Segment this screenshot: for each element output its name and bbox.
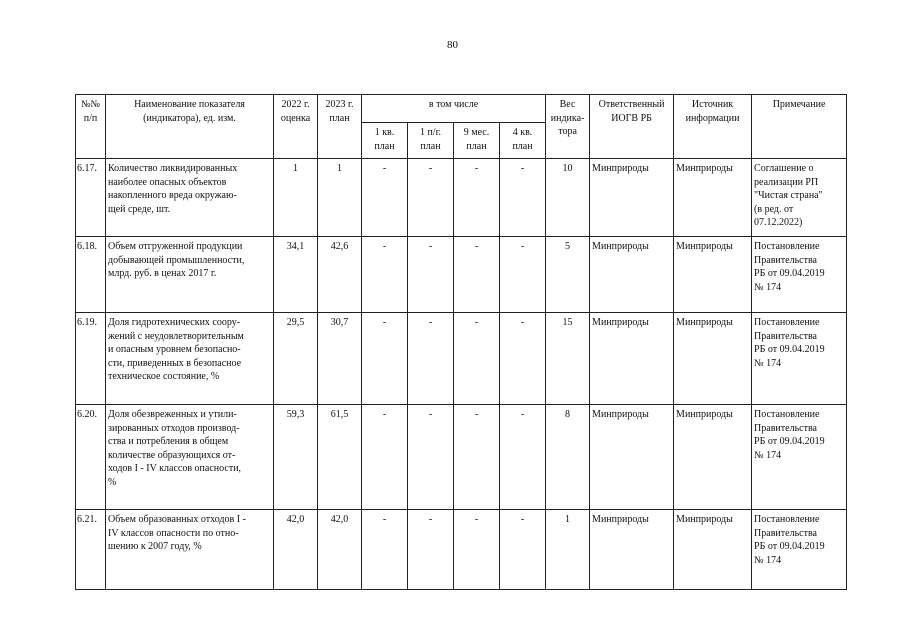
note: Постановление Правительства РБ от 09.04.2019 № 174 [752, 237, 847, 313]
info-source: Минприроды [674, 313, 752, 405]
col-header-h1: 1 п/г. план [408, 123, 454, 159]
responsible-body: Минприроды [590, 237, 674, 313]
col-header-2022: 2022 г. оценка [274, 95, 318, 159]
col-header-responsible: Ответственный ИОГВ РБ [590, 95, 674, 159]
col-header-name: Наименование показателя (индикатора), ед. изм. [106, 95, 274, 159]
value-9m: - [454, 159, 500, 237]
value-2023: 61,5 [318, 405, 362, 510]
indicator-name: Объем отгруженной продукции добывающей промышленности, млрд. руб. в ценах 2017 г. [106, 237, 274, 313]
table-row [76, 159, 847, 237]
responsible-body: Минприроды [590, 405, 674, 510]
col-header-num: №№ п/п [76, 95, 106, 159]
value-9m: - [454, 510, 500, 590]
value-q1: - [362, 510, 408, 590]
col-header-source: Источник информации [674, 95, 752, 159]
value-q4: - [500, 237, 546, 313]
value-2022: 29,5 [274, 313, 318, 405]
info-source: Минприроды [674, 237, 752, 313]
indicator-weight: 15 [546, 313, 590, 405]
col-header-q1: 1 кв. план [362, 123, 408, 159]
col-header-note: Примечание [752, 95, 847, 159]
indicator-name: Доля обезвреженных и утили- зированных отходов производ- ства и потребления в общем количестве образующихся от- ходов I - IV классов опасности, % [106, 405, 274, 510]
indicator-weight: 5 [546, 237, 590, 313]
table-row [76, 510, 847, 590]
value-2023: 30,7 [318, 313, 362, 405]
value-q4: - [500, 313, 546, 405]
table-row [76, 405, 847, 510]
value-h1: - [408, 159, 454, 237]
col-header-weight: Вес индика- тора [546, 95, 590, 159]
note: Постановление Правительства РБ от 09.04.2019 № 174 [752, 405, 847, 510]
value-h1: - [408, 510, 454, 590]
row-number: 6.19. [76, 313, 106, 405]
indicator-weight: 10 [546, 159, 590, 237]
table-row [76, 237, 847, 313]
note: Постановление Правительства РБ от 09.04.2019 № 174 [752, 510, 847, 590]
note: Соглашение о реализации РП "Чистая страна" (в ред. от 07.12.2022) [752, 159, 847, 237]
responsible-body: Минприроды [590, 313, 674, 405]
info-source: Минприроды [674, 405, 752, 510]
indicator-name: Объем образованных отходов I - IV классов опасности по отно- шению к 2007 году, % [106, 510, 274, 590]
value-q4: - [500, 405, 546, 510]
page-number: 80 [447, 39, 458, 51]
value-2022: 42,0 [274, 510, 318, 590]
value-2023: 42,0 [318, 510, 362, 590]
value-9m: - [454, 313, 500, 405]
value-q4: - [500, 510, 546, 590]
indicator-name: Доля гидротехнических соору- жений с неудовлетворительным и опасным уровнем безопасно- сти, приведенных в безопасное техническое состояние, % [106, 313, 274, 405]
responsible-body: Минприроды [590, 510, 674, 590]
info-source: Минприроды [674, 159, 752, 237]
value-h1: - [408, 405, 454, 510]
col-header-group: в том числе [362, 95, 546, 123]
value-q1: - [362, 313, 408, 405]
indicators-table [75, 94, 847, 590]
info-source: Минприроды [674, 510, 752, 590]
value-2022: 34,1 [274, 237, 318, 313]
responsible-body: Минприроды [590, 159, 674, 237]
row-number: 6.18. [76, 237, 106, 313]
value-q1: - [362, 405, 408, 510]
indicator-weight: 1 [546, 510, 590, 590]
value-2023: 1 [318, 159, 362, 237]
value-q1: - [362, 159, 408, 237]
table-row [76, 313, 847, 405]
value-h1: - [408, 313, 454, 405]
value-2022: 59,3 [274, 405, 318, 510]
value-q4: - [500, 159, 546, 237]
value-2022: 1 [274, 159, 318, 237]
note: Постановление Правительства РБ от 09.04.2019 № 174 [752, 313, 847, 405]
value-9m: - [454, 405, 500, 510]
col-header-2023: 2023 г. план [318, 95, 362, 159]
indicator-weight: 8 [546, 405, 590, 510]
row-number: 6.17. [76, 159, 106, 237]
col-header-9m: 9 мес. план [454, 123, 500, 159]
col-header-q4: 4 кв. план [500, 123, 546, 159]
row-number: 6.20. [76, 405, 106, 510]
value-q1: - [362, 237, 408, 313]
indicator-name: Количество ликвидированных наиболее опасных объектов накопленного вреда окружаю- щей среде, шт. [106, 159, 274, 237]
value-2023: 42,6 [318, 237, 362, 313]
row-number: 6.21. [76, 510, 106, 590]
header-row [76, 95, 847, 123]
value-9m: - [454, 237, 500, 313]
value-h1: - [408, 237, 454, 313]
